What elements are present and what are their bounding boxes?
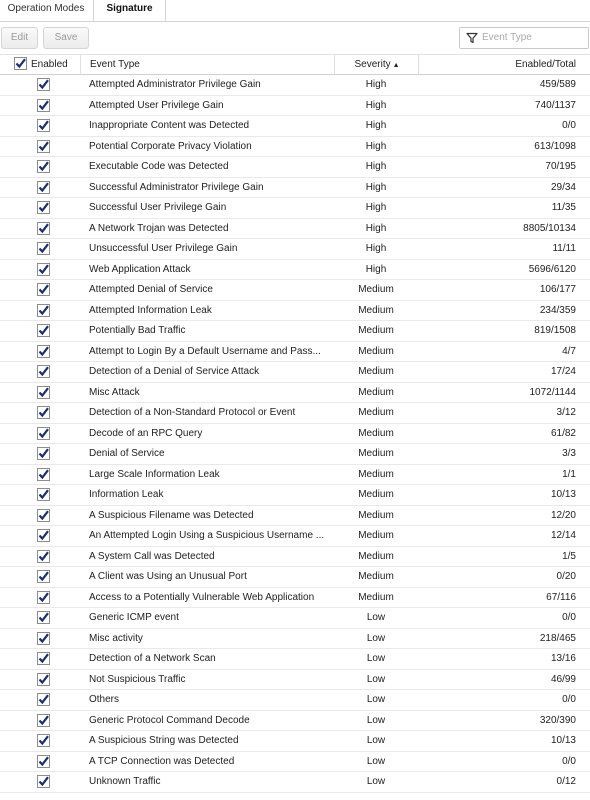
enabled-total-cell: 459/589: [539, 79, 576, 90]
event-type-cell: Information Leak: [89, 489, 164, 500]
event-type-cell: A Network Trojan was Detected: [89, 222, 229, 234]
enabled-total-cell: 0/0: [562, 120, 576, 131]
row-enabled-checkbox[interactable]: [37, 283, 50, 296]
enabled-total-cell: 12/14: [550, 530, 576, 541]
severity-cell: High: [365, 99, 387, 111]
row-enabled-checkbox[interactable]: [37, 488, 50, 501]
row-enabled-checkbox[interactable]: [37, 652, 50, 665]
table-header: [0, 55, 590, 75]
event-type-cell: Decode of an RPC Query: [89, 427, 203, 439]
enabled-total-cell: 1/1: [562, 468, 576, 480]
enabled-total-cell: 29/34: [550, 181, 576, 193]
table-row[interactable]: [0, 75, 590, 96]
severity-cell: Low: [366, 673, 386, 685]
table-row[interactable]: [0, 526, 590, 547]
severity-cell: Medium: [358, 366, 394, 377]
severity-cell: Medium: [358, 448, 394, 459]
severity-cell: Medium: [358, 407, 394, 418]
event-type-cell: Misc Attack: [89, 386, 140, 398]
enabled-total-cell: 0/0: [562, 694, 576, 705]
event-type-cell: Detection of a Denial of Service Attack: [89, 366, 260, 377]
event-type-cell: Large Scale Information Leak: [89, 468, 220, 480]
table-row[interactable]: [0, 424, 590, 445]
sort-asc-icon: ▲: [392, 62, 400, 69]
table-row[interactable]: [0, 772, 590, 793]
table-row[interactable]: [0, 649, 590, 670]
event-type-cell: A Suspicious String was Detected: [89, 735, 239, 746]
enabled-total-cell: 0/0: [562, 755, 576, 767]
enabled-total-cell: 11/35: [551, 202, 576, 213]
event-type-cell: Access to a Potentially Vulnerable Web Application: [89, 591, 315, 603]
filter-icon: [466, 32, 478, 44]
event-type-cell: Executable Code was Detected: [89, 161, 229, 172]
row-enabled-checkbox[interactable]: [37, 673, 50, 686]
row-enabled-checkbox[interactable]: [37, 242, 50, 255]
severity-cell: High: [365, 79, 387, 90]
enabled-total-cell: 4/7: [562, 345, 576, 357]
row-enabled-checkbox[interactable]: [37, 509, 50, 522]
table-row[interactable]: [0, 711, 590, 732]
event-type-cell: Potential Corporate Privacy Violation: [89, 140, 252, 152]
event-type-cell: Detection of a Network Scan: [89, 653, 216, 664]
severity-cell: High: [365, 161, 387, 172]
severity-cell: Low: [366, 776, 386, 787]
event-type-cell: Misc activity: [89, 632, 143, 644]
row-enabled-checkbox[interactable]: [37, 304, 50, 317]
severity-cell: Medium: [358, 530, 394, 541]
event-type-cell: Inappropriate Content was Detected: [89, 120, 250, 131]
search-input[interactable]: [482, 30, 582, 44]
severity-cell: Low: [366, 714, 386, 726]
event-type-cell: Unsuccessful User Privilege Gain: [89, 243, 238, 254]
enabled-total-cell: 819/1508: [534, 325, 576, 336]
table-row[interactable]: [0, 670, 590, 691]
enabled-total-cell: 10/13: [550, 735, 576, 746]
row-enabled-checkbox[interactable]: [37, 755, 50, 768]
row-enabled-checkbox[interactable]: [37, 160, 50, 173]
severity-cell: Low: [366, 735, 386, 746]
header-enabled[interactable]: [0, 55, 78, 74]
enabled-total-cell: 234/359: [539, 304, 576, 316]
severity-cell: Low: [366, 612, 386, 623]
event-type-cell: Detection of a Non-Standard Protocol or Event: [89, 407, 296, 418]
enabled-total-cell: 10/13: [550, 489, 576, 500]
event-type-cell: Denial of Service: [89, 448, 165, 459]
severity-cell: Low: [366, 694, 386, 705]
enabled-total-cell: 67/116: [546, 591, 576, 603]
enabled-total-cell: 3/3: [562, 448, 576, 459]
table-row[interactable]: [0, 608, 590, 629]
enabled-total-cell: 0/20: [556, 571, 576, 582]
row-enabled-checkbox[interactable]: [37, 140, 50, 153]
severity-cell: Low: [366, 755, 386, 767]
enabled-total-cell: 8805/10134: [523, 222, 576, 234]
severity-cell: Medium: [358, 284, 394, 295]
table-row[interactable]: [0, 567, 590, 588]
row-enabled-checkbox[interactable]: [37, 714, 50, 727]
row-enabled-checkbox[interactable]: [37, 447, 50, 460]
severity-cell: Medium: [358, 468, 394, 480]
severity-cell: High: [365, 263, 387, 275]
row-enabled-checkbox[interactable]: [37, 611, 50, 624]
select-all-checkbox[interactable]: [14, 57, 27, 70]
severity-cell: High: [365, 140, 387, 152]
enabled-total-cell: 5696/6120: [528, 263, 576, 275]
severity-cell: Medium: [358, 325, 394, 336]
event-type-cell: Attempted Administrator Privilege Gain: [89, 79, 261, 90]
table-row[interactable]: [0, 280, 590, 301]
header-event-type[interactable]: Event Type: [80, 55, 334, 74]
severity-cell: High: [365, 120, 387, 131]
severity-cell: Medium: [358, 304, 394, 316]
event-type-cell: Attempted Denial of Service: [89, 284, 213, 295]
header-severity-label: Severity: [354, 59, 391, 70]
table-row[interactable]: [0, 157, 590, 178]
tab-signature[interactable]: Signature: [93, 0, 166, 21]
severity-cell: Low: [366, 653, 386, 664]
event-type-cell: A Client was Using an Unusual Port: [89, 571, 247, 582]
row-enabled-checkbox[interactable]: [37, 734, 50, 747]
row-enabled-checkbox[interactable]: [37, 427, 50, 440]
table-row[interactable]: [0, 629, 590, 650]
severity-cell: High: [365, 243, 387, 254]
row-enabled-checkbox[interactable]: [37, 591, 50, 604]
table-row[interactable]: [0, 485, 590, 506]
enabled-total-cell: 17/24: [550, 366, 576, 377]
table-row[interactable]: [0, 321, 590, 342]
severity-cell: Medium: [358, 509, 394, 521]
table-row[interactable]: [0, 178, 590, 199]
row-enabled-checkbox[interactable]: [37, 386, 50, 399]
row-enabled-checkbox[interactable]: [37, 468, 50, 481]
tab-bar: [0, 0, 590, 22]
row-enabled-checkbox[interactable]: [37, 775, 50, 788]
table-row[interactable]: [0, 219, 590, 240]
event-type-cell: A TCP Connection was Detected: [89, 755, 235, 767]
row-enabled-checkbox[interactable]: [37, 78, 50, 91]
table-row[interactable]: [0, 465, 590, 486]
enabled-total-cell: 613/1098: [534, 140, 576, 152]
row-enabled-checkbox[interactable]: [37, 632, 50, 645]
severity-cell: Low: [366, 632, 386, 644]
enabled-total-cell: 46/99: [550, 673, 576, 685]
table-row[interactable]: [0, 96, 590, 117]
table-row[interactable]: [0, 690, 590, 711]
event-type-cell: Successful Administrator Privilege Gain: [89, 181, 264, 193]
event-type-cell: Attempted Information Leak: [89, 304, 212, 316]
row-enabled-checkbox[interactable]: [37, 119, 50, 132]
event-type-cell: Potentially Bad Traffic: [89, 325, 186, 336]
severity-cell: Medium: [358, 591, 394, 603]
severity-cell: Medium: [358, 345, 394, 357]
toolbar: [0, 22, 590, 55]
table-row[interactable]: [0, 547, 590, 568]
row-enabled-checkbox[interactable]: [37, 345, 50, 358]
row-enabled-checkbox[interactable]: [37, 406, 50, 419]
row-enabled-checkbox[interactable]: [37, 324, 50, 337]
row-enabled-checkbox[interactable]: [37, 550, 50, 563]
table-row[interactable]: [0, 342, 590, 363]
table-row[interactable]: [0, 137, 590, 158]
row-enabled-checkbox[interactable]: [37, 99, 50, 112]
row-enabled-checkbox[interactable]: [37, 181, 50, 194]
event-type-cell: Not Suspicious Traffic: [89, 673, 186, 685]
table-row[interactable]: [0, 752, 590, 773]
event-type-cell: Attempt to Login By a Default Username and Pass...: [89, 345, 321, 357]
severity-cell: Medium: [358, 571, 394, 582]
table-row[interactable]: [0, 260, 590, 281]
enabled-total-cell: 740/1137: [535, 99, 576, 111]
severity-cell: High: [365, 222, 387, 234]
event-type-cell: An Attempted Login Using a Suspicious Username ...: [89, 530, 325, 541]
header-enabled-total[interactable]: Enabled/Total: [418, 55, 590, 74]
enabled-total-cell: 61/82: [550, 427, 576, 439]
row-enabled-checkbox[interactable]: [37, 263, 50, 276]
table-row[interactable]: [0, 403, 590, 424]
event-type-cell: Attempted User Privilege Gain: [89, 99, 224, 111]
enabled-total-cell: 12/20: [550, 509, 576, 521]
event-type-cell: Unknown Traffic: [89, 776, 161, 787]
row-enabled-checkbox[interactable]: [37, 570, 50, 583]
table-row[interactable]: [0, 116, 590, 137]
row-enabled-checkbox[interactable]: [37, 693, 50, 706]
enabled-total-cell: 106/177: [539, 284, 576, 295]
edit-button[interactable]: Edit: [1, 27, 38, 49]
table-row[interactable]: [0, 198, 590, 219]
event-type-cell: A System Call was Detected: [89, 550, 215, 562]
row-enabled-checkbox[interactable]: [37, 222, 50, 235]
event-type-cell: A Suspicious Filename was Detected: [89, 509, 254, 521]
severity-cell: High: [365, 181, 387, 193]
enabled-total-cell: 13/16: [550, 653, 576, 664]
severity-cell: Medium: [358, 550, 394, 562]
save-button[interactable]: Save: [43, 27, 89, 49]
event-type-cell: Web Application Attack: [89, 263, 191, 275]
enabled-total-cell: 218/465: [539, 632, 576, 644]
enabled-total-cell: 320/390: [539, 714, 576, 726]
severity-cell: Medium: [358, 427, 394, 439]
header-severity[interactable]: [334, 55, 419, 74]
table-row[interactable]: [0, 362, 590, 383]
severity-cell: Medium: [358, 489, 394, 500]
table-row[interactable]: [0, 731, 590, 752]
enabled-total-cell: 3/12: [556, 407, 576, 418]
table-row[interactable]: [0, 383, 590, 404]
table-row[interactable]: [0, 444, 590, 465]
row-enabled-checkbox[interactable]: [37, 201, 50, 214]
event-type-cell: Others: [89, 694, 120, 705]
severity-cell: Medium: [358, 386, 394, 398]
row-enabled-checkbox[interactable]: [37, 529, 50, 542]
enabled-total-cell: 0/0: [562, 612, 576, 623]
event-type-cell: Successful User Privilege Gain: [89, 202, 227, 213]
event-type-cell: Generic ICMP event: [89, 612, 179, 623]
enabled-total-cell: 70/195: [545, 161, 576, 172]
row-enabled-checkbox[interactable]: [37, 365, 50, 378]
event-type-search[interactable]: [459, 27, 589, 49]
severity-cell: High: [365, 202, 387, 213]
enabled-total-cell: 1072/1144: [529, 386, 576, 398]
table-row[interactable]: [0, 588, 590, 609]
enabled-total-cell: 1/5: [562, 550, 576, 562]
enabled-total-cell: 11/11: [552, 243, 576, 254]
enabled-total-cell: 0/12: [556, 776, 576, 787]
table-row[interactable]: [0, 301, 590, 322]
table-row[interactable]: [0, 239, 590, 260]
header-enabled-label: Enabled: [31, 59, 68, 70]
event-type-cell: Generic Protocol Command Decode: [89, 714, 250, 726]
tab-operation-modes[interactable]: Operation Modes: [7, 3, 85, 14]
table-row[interactable]: [0, 506, 590, 527]
signature-table-body: [0, 75, 590, 793]
